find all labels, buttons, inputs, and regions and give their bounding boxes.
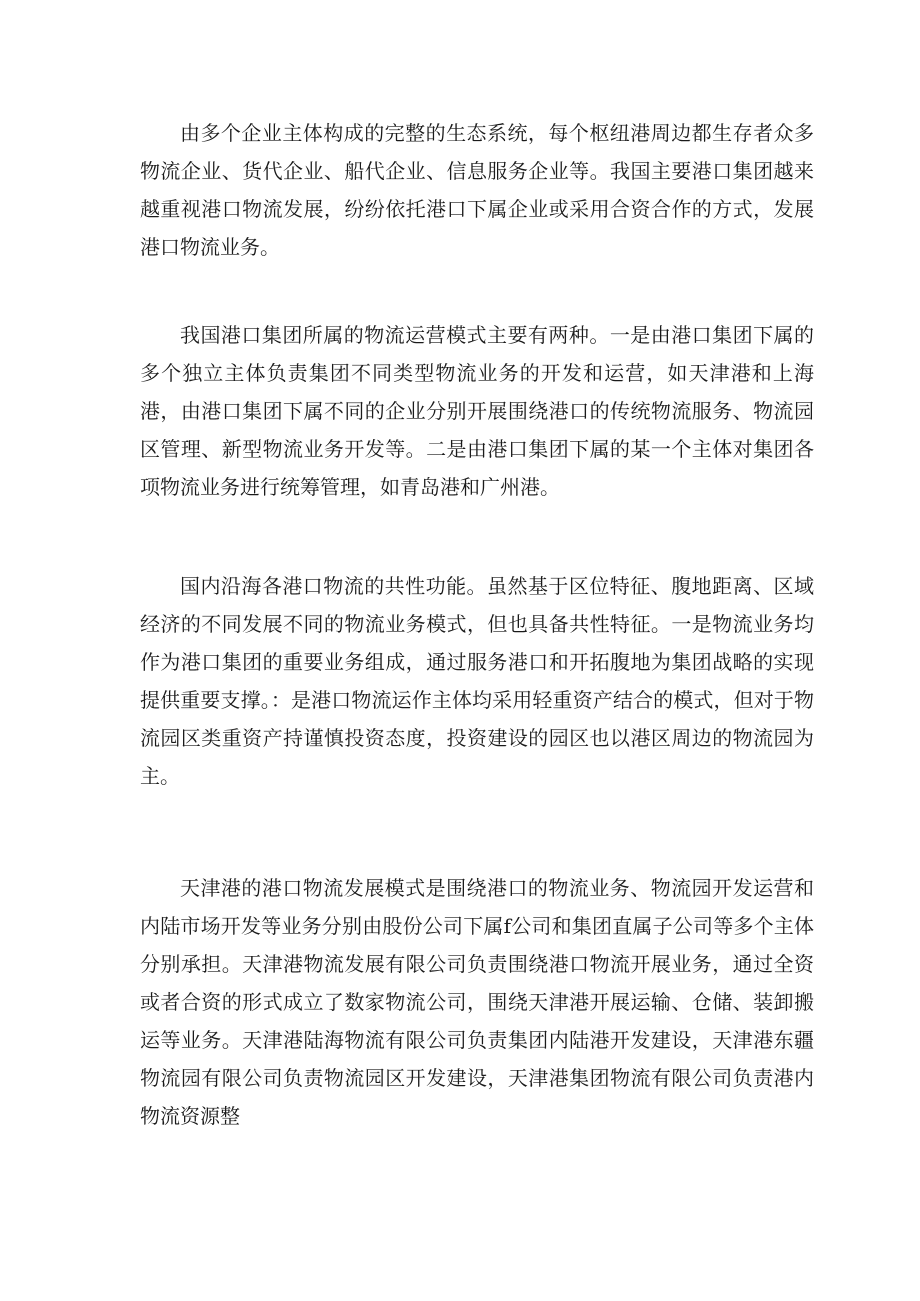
- paragraph-text: 由多个企业主体构成的完整的生态系统，每个枢纽港周边都生存者众多物流企业、货代企业、船代企业、信息服务企业等。我国主要港口集团越来越重视港口物流发展，纷纷依托港口下属企业或采用合资合作的方式，发展港口物流业务。: [140, 121, 814, 259]
- paragraph-lead: 国内沿海各港口物流的共性功能。: [180, 574, 487, 598]
- paragraph-operation-modes: [140, 316, 814, 506]
- paragraph-common-functions: [140, 567, 814, 795]
- paragraph-tianjin-model: [140, 869, 814, 1135]
- paragraph-lead: 我国港口集团所属的物流运营模式主要有两种。: [180, 323, 610, 347]
- paragraph-text: 天津港的港口物流发展模式是围绕港口的物流业务、物流园开发运营和内陆市场开发等业务分别由股份公司下属f公司和集团直属子公司等多个主体分别承担。天津港物流发展有限公司负责围绕港口物流开展业务，通过全资或者合资的形式成立了数家物流公司，围绕天津港开展运输、仓储、装卸搬运等业务。天津港陆海物流有限公司负责集团内陆港开发建设，天津港东疆物流园有限公司负责物流园区开发建设，天津港集团物流有限公司负责港内物流资源整: [140, 876, 814, 1128]
- paragraph-text: 一是由港口集团下属的多个独立主体负责集团不同类型物流业务的开发和运营，如天津港和上海港，由港口集团下属不同的企业分别开展围绕港口的传统物流服务、物流园区管理、新型物流业务开发等。二是由港口集团下属的某一个主体对集团各项物流业务进行统筹管理，如青岛港和广州港。: [140, 323, 815, 499]
- paragraph-ecosystem: [140, 114, 814, 266]
- paragraph-text: 虽然基于区位特征、腹地距离、区域经济的不同发展不同的物流业务模式，但也具备共性特征。一是物流业务均作为港口集团的重要业务组成，通过服务港口和开拓腹地为集团战略的实现提供重要支撑。：是港口物流运作主体均采用轻重资产结合的模式，但对于物流园区类重资产持谨慎投资态度，投资建设的园区也以港区周边的物流园为主。: [140, 574, 814, 788]
